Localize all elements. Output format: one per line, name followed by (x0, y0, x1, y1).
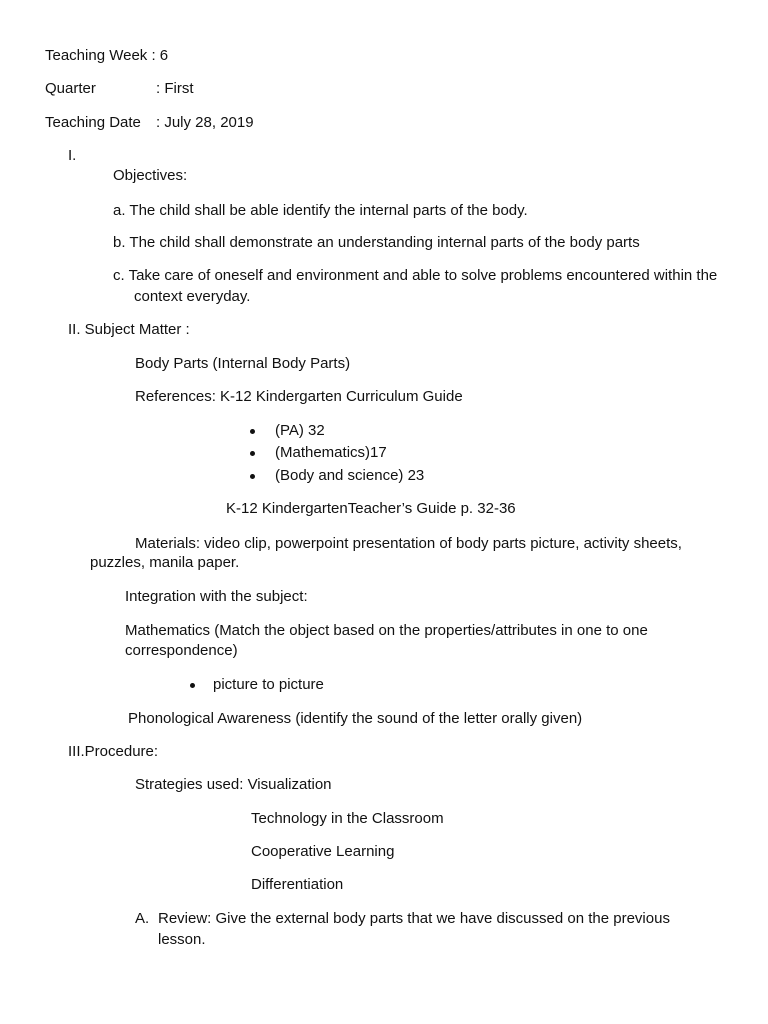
integration-item: picture to picture (213, 676, 324, 693)
subject-matter-title: II. Subject Matter : (68, 321, 190, 338)
objective-c: c. Take care of oneself and environment and able to solve problems encountered within the (113, 267, 718, 284)
strategy-item: Cooperative Learning (251, 843, 395, 860)
review-label: A. (135, 910, 150, 927)
quarter-label: Quarter (45, 80, 96, 97)
reference-item: (Body and science) 23 (275, 467, 425, 484)
bullet-icon (250, 451, 255, 456)
quarter-value: : First (156, 80, 194, 97)
procedure-title: III.Procedure: (68, 743, 159, 760)
materials-line: Materials: video clip, powerpoint presentation of body parts picture, activity sheets, (135, 535, 682, 552)
strategies-line: Strategies used: Visualization (135, 776, 332, 793)
reference-item: (PA) 32 (275, 422, 325, 439)
mathematics-line: Mathematics (Match the object based on the properties/attributes in one to one (125, 622, 648, 639)
strategy-item: Differentiation (251, 876, 344, 893)
references-line: References: K-12 Kindergarten Curriculum Guide (135, 388, 463, 405)
subject-topic: Body Parts (Internal Body Parts) (135, 355, 351, 372)
teaching-date-value: : July 28, 2019 (156, 114, 254, 131)
section-1-numeral: I. (68, 147, 77, 164)
teaching-date-label: Teaching Date (45, 114, 141, 131)
reference-item: (Mathematics)17 (275, 444, 387, 461)
objective-a: a. The child shall be able identify the internal parts of the body. (113, 202, 528, 219)
phonological-line: Phonological Awareness (identify the sound of the letter orally given) (128, 710, 583, 727)
objective-c-continued: context everyday. (134, 288, 251, 305)
objectives-title: Objectives: (113, 167, 188, 184)
materials-line-continued: puzzles, manila paper. (90, 554, 240, 571)
bullet-icon (190, 683, 195, 688)
bullet-icon (250, 474, 255, 479)
mathematics-line-continued: correspondence) (125, 642, 238, 659)
teaching-week-line: Teaching Week : 6 (45, 47, 169, 64)
review-line: Review: Give the external body parts that we have discussed on the previous (158, 910, 670, 927)
integration-title: Integration with the subject: (125, 588, 308, 605)
objective-b: b. The child shall demonstrate an understanding internal parts of the body parts (113, 234, 640, 251)
review-line-continued: lesson. (158, 931, 206, 948)
teachers-guide-line: K-12 KindergartenTeacher’s Guide p. 32-36 (226, 500, 516, 517)
strategy-item: Technology in the Classroom (251, 810, 444, 827)
bullet-icon (250, 429, 255, 434)
